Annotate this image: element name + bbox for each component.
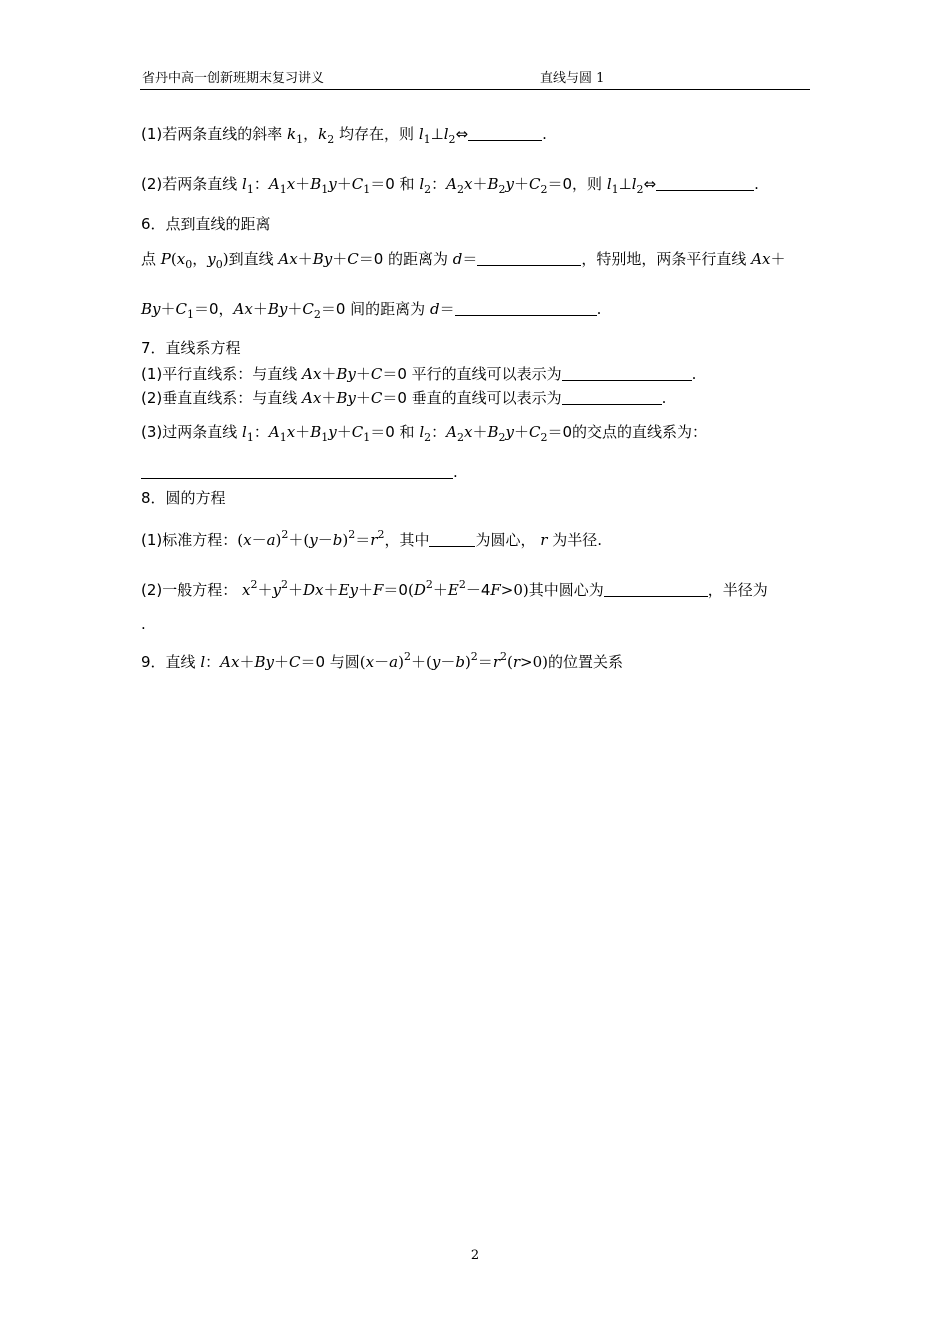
answer-blank[interactable] <box>429 531 475 547</box>
text-line-intersection-blank: . <box>141 462 458 482</box>
page-header <box>140 70 810 90</box>
text-line-radius-end: . <box>141 615 146 633</box>
text-line-distance: 点 $P(x_0$，$y_0$)到直线 Ax＋By＋C＝0 的距离为 d＝ ，特别地，两条平行直线 Ax＋ <box>141 250 786 271</box>
header-right-text: 直线与圆 1 <box>540 71 605 86</box>
text-line-perp-slopes: (1)若两条直线的斜率 $k_1$，$k_2$ 均存在，则 $l_1\perp l_2\Leftrightarrow$ . <box>141 125 547 146</box>
answer-blank[interactable] <box>656 175 754 191</box>
answer-blank[interactable] <box>468 125 542 141</box>
text-line-standard-circle: (1)标准方程：$(x-a)^2+(y-b)^2=r^2$，其中 为圆心， r 为半径. <box>141 528 602 549</box>
section-8-title: 8．圆的方程 <box>141 489 226 507</box>
answer-blank[interactable] <box>141 463 453 479</box>
text-line-parallel-distance: $By+C_1=0$，$Ax+By+C_2=0$ 间的距离为 d＝ . <box>141 300 602 321</box>
answer-blank[interactable] <box>604 581 708 597</box>
section-7-title: 7．直线系方程 <box>141 339 241 357</box>
answer-blank[interactable] <box>455 300 597 316</box>
page-number: 2 <box>470 1248 480 1263</box>
text-line-parallel-family: (1)平行直线系：与直线 Ax＋By＋C＝0 平行的直线可以表示为 . <box>141 365 697 383</box>
answer-blank[interactable] <box>562 365 692 381</box>
section-9-title: 9．直线 l：Ax＋By＋C＝0 与圆$(x-a)^2+(y-b)^2=r^2(r>0)$的位置关系 <box>141 650 623 671</box>
text-line-perp-family: (2)垂直直线系：与直线 Ax＋By＋C＝0 垂直的直线可以表示为 . <box>141 389 667 407</box>
text-line-perp-general: (2)若两条直线 $l_1$：$A_1x+B_1y+C_1=0$ 和 $l_2$：$A_2x+B_2y+C_2=0$，则 $l_1\perp l_2\Leftrightarrow$ . <box>141 175 759 196</box>
header-left-text: 省丹中高一创新班期末复习讲义 <box>142 71 325 86</box>
section-6-title: 6．点到直线的距离 <box>141 215 271 233</box>
answer-blank[interactable] <box>562 389 662 405</box>
text-line-intersection-family: (3)过两条直线 $l_1$：$A_1x+B_1y+C_1=0$ 和 $l_2$：$A_2x+B_2y+C_2=0$的交点的直线系为： <box>141 423 708 444</box>
answer-blank[interactable] <box>477 250 581 266</box>
text-line-general-circle: (2)一般方程： $x^2+y^2+Dx+Ey+F=0(D^2+E^2-4F>0)$其中圆心为 ，半径为 <box>141 578 768 599</box>
